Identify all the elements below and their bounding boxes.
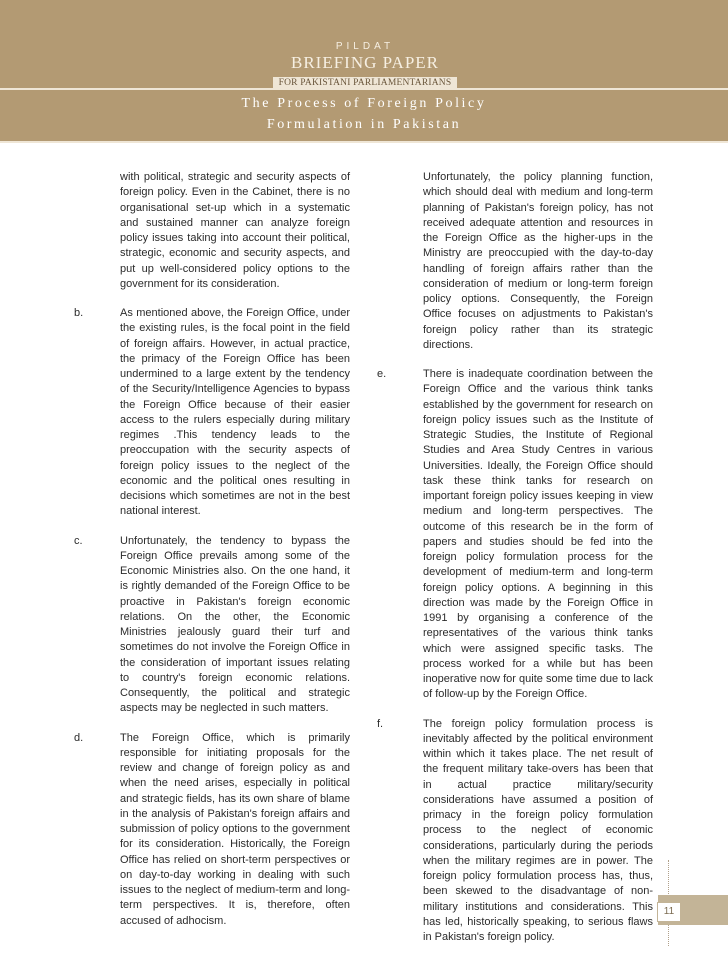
item-label: d.	[74, 731, 84, 744]
org-name: PILDAT	[335, 41, 395, 52]
page-title-line1: The Process of Foreign Policy	[241, 96, 487, 111]
list-item	[74, 731, 350, 929]
continuation-paragraph	[74, 170, 350, 292]
left-column	[74, 170, 350, 943]
right-column	[377, 170, 653, 959]
item-label: b.	[74, 307, 84, 319]
page-header	[0, 0, 728, 141]
page-number: 11	[657, 902, 681, 922]
header-divider	[0, 88, 728, 90]
item-label: f.	[377, 717, 384, 730]
paragraph-text: with political, strategic and security aspects of foreign policy. Even in the Cabinet, there is no organisational set-up which in a systematic and sustained manner can analyze foreign policy issues taking into account their political, strategic, economic and security aspects, and put up well-considered policy options to the government for its consideration.	[120, 171, 350, 290]
list-item	[377, 717, 653, 946]
list-item	[74, 534, 350, 717]
item-label: c.	[74, 534, 83, 547]
paragraph-text: Unfortunately, the policy planning function, which should deal with medium and long-term planning of Pakistan's foreign policy, has not received adequate attention and resources in the Foreign Office as the higher-ups in the Ministry are preoccupied with the day-to-day handling of foreign affairs rather than the consideration of medium or long-term foreign policy options. Consequently, the Foreign Office focuses on adjustments to Pakistan's foreign policy rather than its strategic directions.	[423, 171, 653, 351]
item-text: Unfortunately, the tendency to bypass the Foreign Office prevails among some of the Economic Ministries also. On the one hand, it is rightly demanded of the Foreign Office to be proactive in Pakistan's foreign economic relations. On the other, the Economic Ministries jealously guard their turf and sometimes do not involve the Foreign Office in the consideration of important issues relating to country's foreign economic relations. Consequently, the political and strategic aspects may be neglected in such matters.	[120, 534, 350, 715]
item-text: The Foreign Office, which is primarily responsible for initiating proposals for the review and change of foreign policy as and when the need arises, especially in political and strategic fields, has its own share of blame in the analysis of Pakistan's foreign affairs and submission of policy options to the government for its consideration. Historically, the Foreign Office has relied on short-term perspectives or on day-to-day working in dealing with such issues to the neglect of medium-term and long-term perspectives. It is, therefore, often accused of adhocism.	[120, 731, 350, 927]
page-title-line2: Formulation in Pakistan	[266, 117, 462, 132]
header-bottom-rule	[0, 141, 728, 143]
publication-name: BRIEFING PAPER	[291, 53, 439, 72]
item-text: The foreign policy formulation process is inevitably affected by the political environment within which it takes place. The net result of the frequent military take-overs has been that in actual practice military/security considerations have assumed a position of primacy in the foreign policy formulation process to the neglect of economic considerations, particularly during the periods when the military regimes are in power. The foreign policy formulation process has, thus, been skewed to the disadvantage of non-military institutions and considerations. This has led, historically speaking, to serious flaws in Pakistan's foreign policy.	[423, 717, 653, 943]
item-label: e.	[377, 368, 387, 380]
list-item	[377, 367, 653, 703]
item-text: There is inadequate coordination between the Foreign Office and the various think tanks established by the government for research on foreign policy issues such as the Institute of Strategic Studies, the Institute of Regional Studies and Area Study Centres in various Universities. Ideally, the Foreign Office should task these think tanks for research on important foreign policy issues keeping in view medium and long-term perspectives. The outcome of this research be in the form of papers and studies should be fed into the foreign policy formulation process for the development of medium-term and long-term foreign policy options. A beginning in this direction was made by the Foreign Office in 1991 by organising a conference of the representatives of the various think tanks which were assigned specific tasks. The process worked for a while but has been inoperative now for quite some time due to lack of follow-up by the Foreign Office.	[423, 368, 653, 701]
brand-block	[270, 40, 460, 90]
continuation-paragraph	[377, 170, 653, 353]
item-text: As mentioned above, the Foreign Office, under the existing rules, is the focal point in the field of foreign affairs. However, in actual practice, the primacy of the Foreign Office has been undermined to a large extent by the tendency of the Security/Intelligence Agencies to bypass the Foreign Office because of their easier access to the rulers especially during military regimes .This tendency leads to the preoccupation with the security aspects of foreign policy issues to the neglect of the economic and the political ones resulting in decisions which sometimes are not in the best national interest.	[120, 307, 350, 518]
list-item	[74, 306, 350, 520]
audience-tagline: FOR PAKISTANI PARLIAMENTARIANS	[273, 77, 458, 89]
